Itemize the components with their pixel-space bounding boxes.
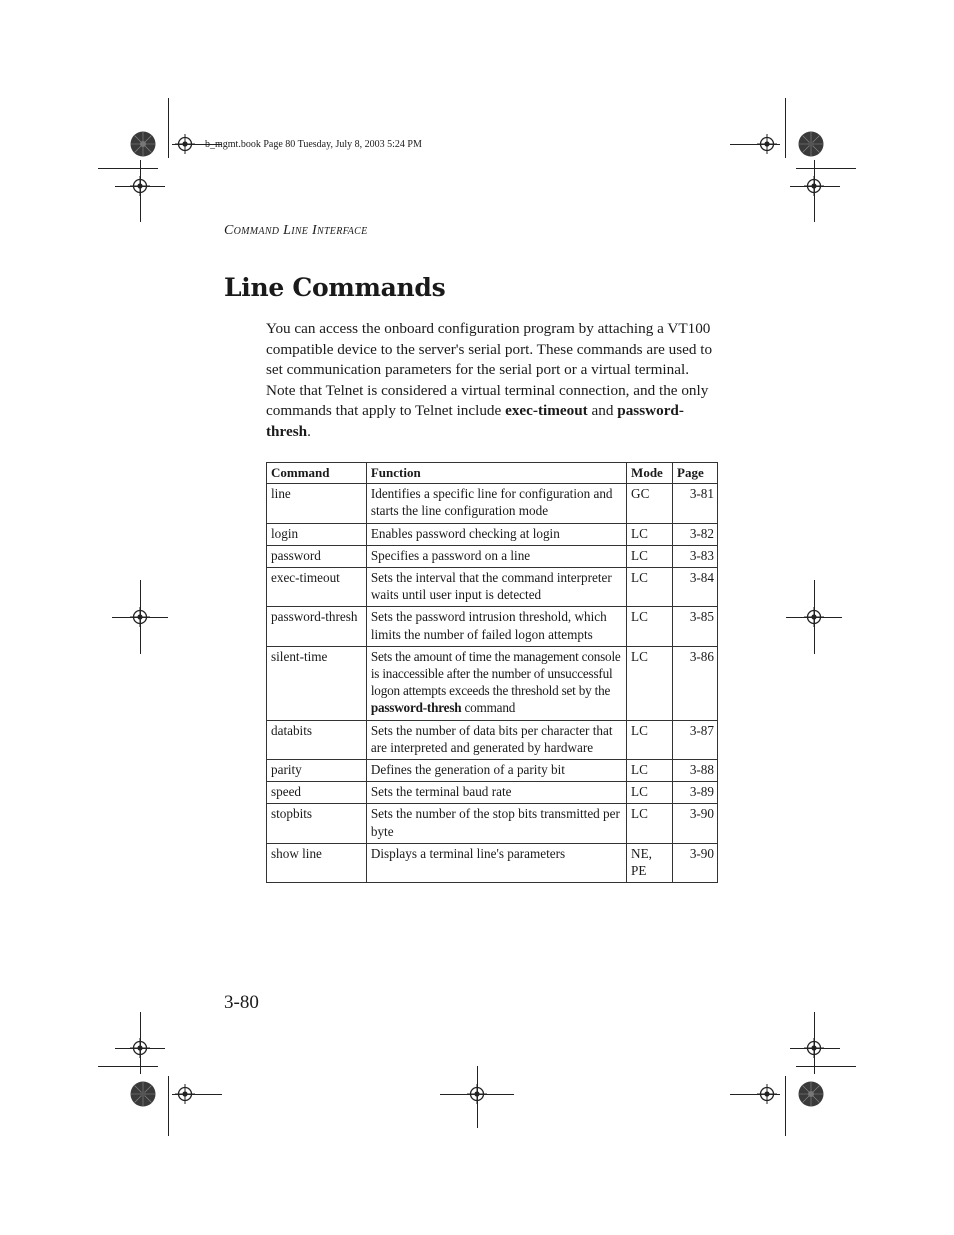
crop-line: [98, 1066, 158, 1067]
page-cell: 3-88: [673, 760, 718, 782]
page-cell: 3-89: [673, 782, 718, 804]
command-cell: password: [267, 545, 367, 567]
intro-text: and: [587, 402, 618, 419]
intro-command-exec-timeout: exec-timeout: [505, 402, 588, 419]
function-cell: [366, 646, 626, 720]
crop-line: [98, 168, 158, 169]
column-header-function: Function: [366, 463, 626, 484]
table-row: [267, 720, 718, 759]
table-row: [267, 484, 718, 523]
function-text: Sets the amount of time the management console is inaccessible after the number of unsuccessful logon attempts exceeds the threshold set by the: [370, 648, 621, 699]
mode-cell: LC: [627, 720, 673, 759]
registration-target-icon: [757, 134, 777, 154]
function-cell: Sets the interval that the command interpreter waits until user input is detected: [366, 568, 626, 607]
color-wheel-icon: [130, 1081, 156, 1107]
registration-target-icon: [130, 176, 150, 196]
function-command-password-thresh: password-thresh: [370, 700, 462, 716]
command-cell: parity: [267, 760, 367, 782]
mode-cell: LC: [627, 760, 673, 782]
table-row: [267, 607, 718, 646]
mode-cell: GC: [627, 484, 673, 523]
book-stamp: b_mgmt.book Page 80 Tuesday, July 8, 2003 5:24 PM: [205, 139, 422, 150]
function-cell: Displays a terminal line's parameters: [366, 843, 626, 882]
registration-target-icon: [804, 1038, 824, 1058]
mode-cell: LC: [627, 782, 673, 804]
column-header-page: Page: [673, 463, 718, 484]
intro-text: You can access the onboard configuration program by attaching a VT100 compatible device to the server's serial port. These commands are used to set communication parameters for the serial port or a virtual terminal. Note that Telnet is considered a virtual terminal connection, and the only commands that apply to Telnet include: [266, 320, 713, 419]
function-text: command: [461, 700, 516, 716]
page-cell: 3-81: [673, 484, 718, 523]
table-row: [267, 760, 718, 782]
function-cell: Sets the terminal baud rate: [366, 782, 626, 804]
command-cell: stopbits: [267, 804, 367, 843]
crop-line: [168, 98, 169, 158]
page-cell: 3-90: [673, 804, 718, 843]
command-cell: show line: [267, 843, 367, 882]
mode-cell: LC: [627, 568, 673, 607]
command-cell: silent-time: [267, 646, 367, 720]
crop-line: [168, 1076, 169, 1136]
function-cell: Identifies a specific line for configuration and starts the line configuration mode: [366, 484, 626, 523]
table-row: [267, 804, 718, 843]
table-header-row: [267, 463, 718, 484]
crop-line: [785, 98, 786, 158]
intro-text: .: [307, 422, 311, 440]
function-cell: Specifies a password on a line: [366, 545, 626, 567]
mode-cell: LC: [627, 523, 673, 545]
page-cell: 3-83: [673, 545, 718, 567]
line-commands-table: [266, 462, 718, 883]
intro-command-password-thresh: password-thresh: [266, 402, 684, 440]
color-wheel-icon: [798, 1081, 824, 1107]
page-cell: 3-87: [673, 720, 718, 759]
registration-target-icon: [175, 134, 195, 154]
page-cell: 3-90: [673, 843, 718, 882]
command-cell: speed: [267, 782, 367, 804]
table-row: [267, 568, 718, 607]
mode-cell: LC: [627, 804, 673, 843]
color-wheel-icon: [798, 131, 824, 157]
page-number: 3-80: [224, 992, 259, 1013]
running-head: Command Line Interface: [224, 223, 368, 238]
command-cell: exec-timeout: [267, 568, 367, 607]
table-row: [267, 646, 718, 720]
command-cell: line: [267, 484, 367, 523]
function-cell: Sets the password intrusion threshold, which limits the number of failed logon attempts: [366, 607, 626, 646]
registration-target-icon: [804, 607, 824, 627]
table-row: [267, 843, 718, 882]
table-row: [267, 523, 718, 545]
function-cell: Sets the number of the stop bits transmitted per byte: [366, 804, 626, 843]
mode-cell: LC: [627, 646, 673, 720]
page-cell: 3-82: [673, 523, 718, 545]
intro-paragraph: [266, 319, 716, 442]
page-title: Line Commands: [224, 273, 446, 302]
crop-line: [785, 1076, 786, 1136]
function-cell: Defines the generation of a parity bit: [366, 760, 626, 782]
registration-target-icon: [467, 1084, 487, 1104]
mode-cell: NE, PE: [627, 843, 673, 882]
page-cell: 3-86: [673, 646, 718, 720]
page-cell: 3-85: [673, 607, 718, 646]
column-header-mode: Mode: [627, 463, 673, 484]
crop-line: [796, 1066, 856, 1067]
command-cell: login: [267, 523, 367, 545]
registration-target-icon: [804, 176, 824, 196]
registration-target-icon: [130, 607, 150, 627]
registration-target-icon: [175, 1084, 195, 1104]
table-row: [267, 545, 718, 567]
page-cell: 3-84: [673, 568, 718, 607]
crop-line: [796, 168, 856, 169]
command-cell: databits: [267, 720, 367, 759]
registration-target-icon: [130, 1038, 150, 1058]
mode-cell: LC: [627, 545, 673, 567]
registration-target-icon: [757, 1084, 777, 1104]
column-header-command: Command: [267, 463, 367, 484]
mode-cell: LC: [627, 607, 673, 646]
color-wheel-icon: [130, 131, 156, 157]
function-cell: Enables password checking at login: [366, 523, 626, 545]
table-row: [267, 782, 718, 804]
function-cell: Sets the number of data bits per character that are interpreted and generated by hardware: [366, 720, 626, 759]
command-cell: password-thresh: [267, 607, 367, 646]
